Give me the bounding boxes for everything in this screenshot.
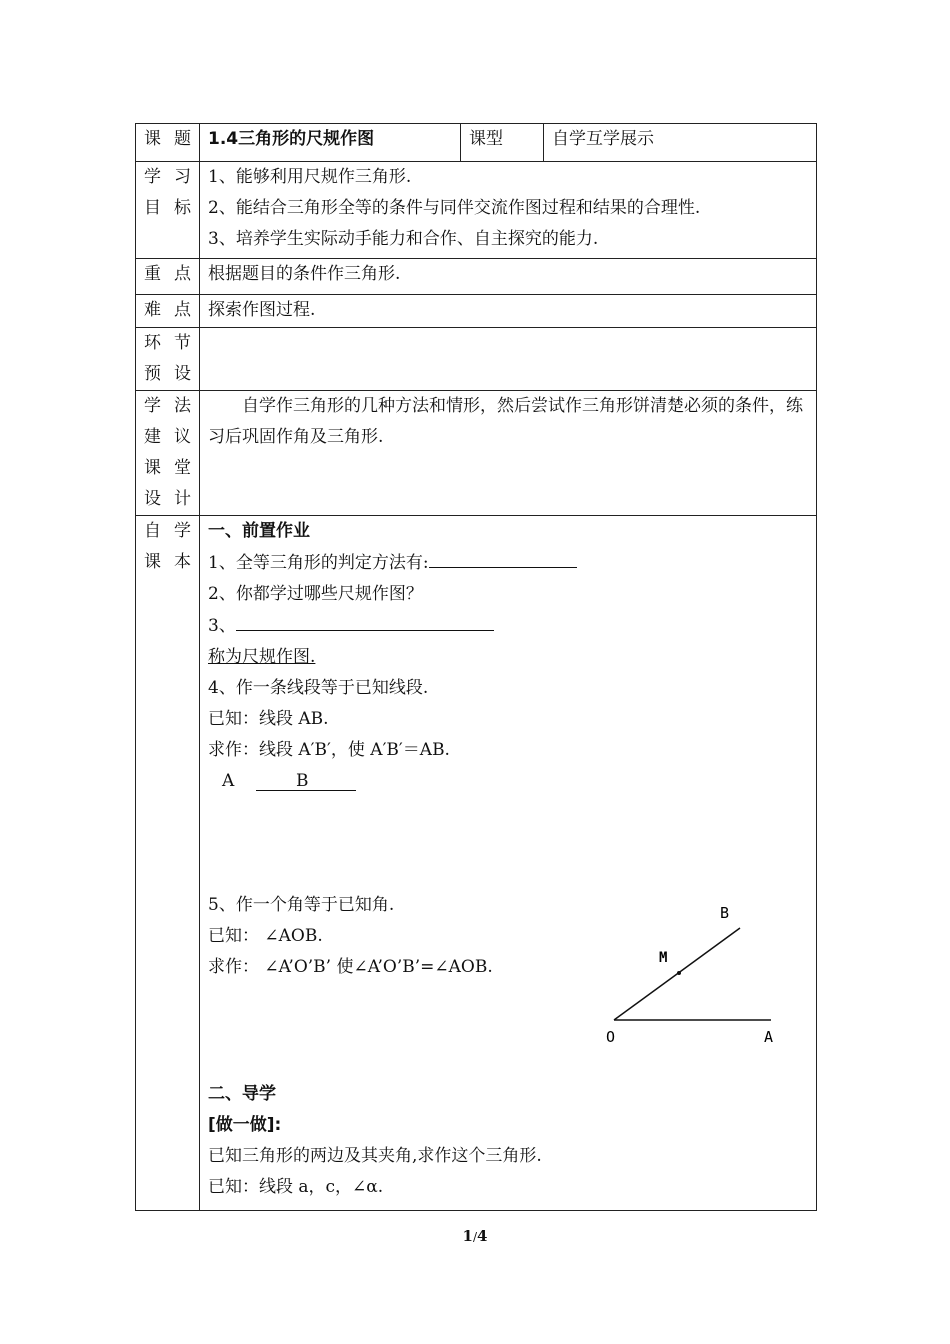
current-page: 1 — [462, 1227, 473, 1245]
topic-label: 课题 — [136, 124, 200, 162]
question-4: 4、作一条线段等于已知线段. — [208, 678, 429, 698]
objective-item: 2、能结合三角形全等的条件与同伴交流作图过程和结果的合理性. — [208, 198, 701, 218]
do-it-heading: [做一做]: — [208, 1115, 282, 1135]
row-objectives — [136, 162, 817, 259]
label-o: O — [606, 1028, 616, 1046]
objectives-label: 学习目标 — [136, 162, 200, 259]
angle-aob-figure — [603, 898, 783, 1048]
section-heading: 一、前置作业 — [208, 521, 310, 541]
question-2: 2、你都学过哪些尺规作图？ — [208, 584, 423, 604]
segment-label-b: B — [296, 771, 309, 791]
question-5: 5、作一个角等于已知角. — [208, 895, 395, 915]
question-1-text: 1、全等三角形的判定方法有: — [208, 553, 429, 573]
task-text: 已知三角形的两边及其夹角,求作这个三角形. — [208, 1146, 542, 1166]
difficulty-value: 探索作图过程. — [200, 295, 817, 328]
self-study-label: 自学课本 — [136, 516, 200, 1211]
row-difficulty — [136, 295, 817, 328]
question-4-known: 已知：线段 AB. — [208, 709, 329, 729]
method-label: 学法建议课堂设计 — [136, 391, 200, 516]
question-4-find: 求作：线段 A′B′，使 A′B′＝AB. — [208, 740, 450, 760]
difficulty-label: 难点 — [136, 295, 200, 328]
row-self-study — [136, 516, 817, 1211]
row-topic — [136, 124, 817, 162]
answer-blank[interactable] — [236, 610, 494, 631]
type-label: 课型 — [461, 124, 544, 162]
lesson-plan-table — [135, 123, 817, 1211]
row-key-point — [136, 259, 817, 295]
drawing-space — [208, 800, 808, 890]
segment-label-a: A — [222, 771, 235, 791]
row-segment — [136, 328, 817, 391]
ray-ob — [614, 928, 740, 1020]
label-m: M — [659, 950, 668, 966]
angle-question-block — [208, 890, 808, 1046]
question-1 — [208, 547, 808, 579]
method-value: 自学作三角形的几种方法和情形，然后尝试作三角形饼清楚必须的条件，练习后巩固作角及三角形. — [200, 391, 817, 516]
page-separator: / — [472, 1230, 478, 1244]
question-3 — [208, 610, 808, 642]
question-5-find: 求作： ∠A’O’B’ 使∠A’O’B’=∠AOB. — [208, 957, 493, 977]
key-point-label: 重点 — [136, 259, 200, 295]
key-point-value: 根据题目的条件作三角形. — [200, 259, 817, 295]
task-known: 已知：线段 a，c，∠α. — [208, 1177, 384, 1197]
point-m — [677, 971, 681, 975]
lesson-title: 1.4三角形的尺规作图 — [200, 124, 461, 162]
self-study-content — [200, 516, 817, 1211]
question-3-prefix: 3、 — [208, 616, 236, 636]
objective-item: 1、能够利用尺规作三角形. — [208, 167, 412, 187]
objective-item: 3、培养学生实际动手能力和合作、自主探究的能力. — [208, 229, 599, 249]
segment-ab-figure — [208, 766, 808, 800]
objectives-list — [200, 162, 817, 259]
row-method — [136, 391, 817, 516]
label-a: A — [764, 1028, 774, 1046]
answer-blank[interactable] — [429, 547, 577, 568]
type-value: 自学互学展示 — [544, 124, 817, 162]
section-heading: 二、导学 — [208, 1084, 276, 1104]
segment-value — [200, 328, 817, 391]
question-5-known: 已知： ∠AOB. — [208, 926, 323, 946]
question-3-suffix: 称为尺规作图. — [208, 647, 316, 667]
label-b: B — [720, 904, 730, 922]
page-number — [0, 1227, 950, 1245]
segment-label: 环节预设 — [136, 328, 200, 391]
total-pages: 4 — [477, 1227, 488, 1245]
